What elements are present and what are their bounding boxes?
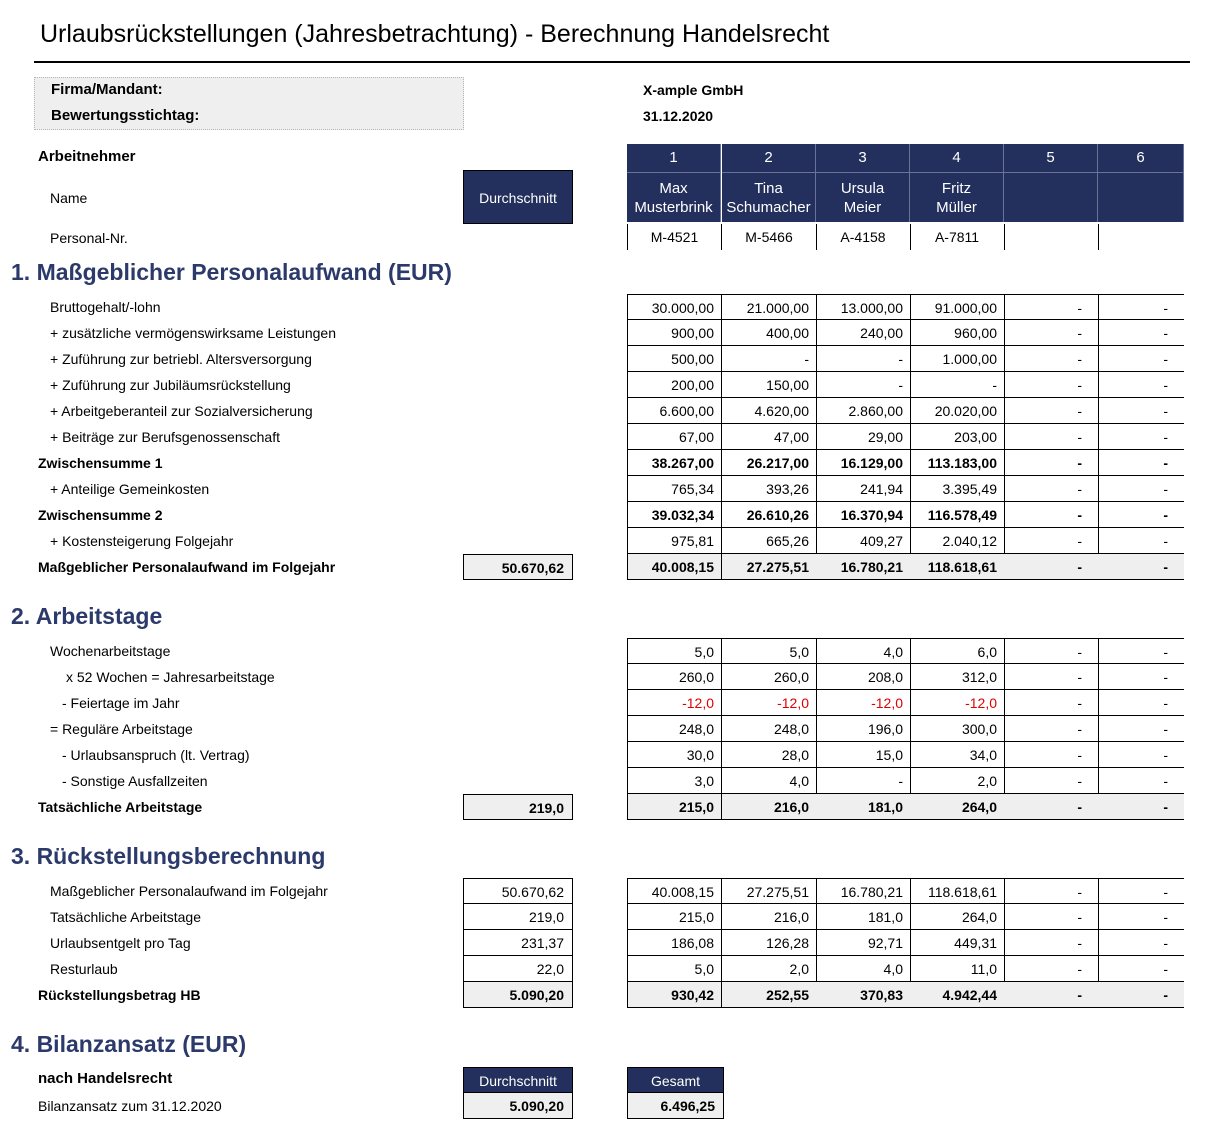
sec3-value-cell[interactable]: 216,0 bbox=[722, 904, 817, 930]
sec1-value-cell[interactable]: 1.000,00 bbox=[910, 346, 1005, 372]
firma-label: Firma/Mandant: bbox=[51, 81, 163, 98]
sec3-value-cell[interactable]: 2,0 bbox=[722, 956, 817, 982]
sec1-row-label: + Zuführung zur Jubiläumsrückstellung bbox=[50, 377, 291, 393]
sec1-value-cell[interactable]: 13.000,00 bbox=[816, 294, 911, 320]
sec1-value-cell[interactable]: - bbox=[1098, 502, 1184, 528]
sec1-value-cell[interactable]: - bbox=[1004, 346, 1099, 372]
sec1-value-cell[interactable]: - bbox=[1004, 398, 1099, 424]
sec1-value-cell[interactable]: 29,00 bbox=[816, 424, 911, 450]
sec1-row-label: + Kostensteigerung Folgejahr bbox=[50, 533, 234, 549]
sec1-value-cell[interactable]: 960,00 bbox=[910, 320, 1005, 346]
sec1-value-cell[interactable]: 30.000,00 bbox=[627, 294, 722, 320]
sec1-average-cell[interactable]: 50.670,62 bbox=[463, 554, 573, 580]
sec3-average-cell[interactable]: 50.670,62 bbox=[463, 878, 573, 904]
sec3-value-cell[interactable]: 449,31 bbox=[910, 930, 1005, 956]
sec3-row-label: Resturlaub bbox=[50, 961, 118, 977]
sec2-row-label: Tatsächliche Arbeitstage bbox=[38, 799, 203, 815]
sec3-value-cell[interactable]: 11,0 bbox=[910, 956, 1005, 982]
personal-nr-6[interactable] bbox=[1098, 224, 1184, 250]
sec2-row-label: - Sonstige Ausfallzeiten bbox=[62, 773, 208, 789]
sec1-value-cell[interactable]: 203,00 bbox=[910, 424, 1005, 450]
sec2-value-cell[interactable]: - bbox=[1004, 716, 1099, 742]
sec1-value-cell[interactable]: 67,00 bbox=[627, 424, 722, 450]
sec2-value-cell[interactable]: 5,0 bbox=[722, 638, 817, 664]
employee-number-4: 4 bbox=[910, 144, 1004, 172]
employee-first-name: Tina bbox=[754, 180, 783, 197]
sec3-value-cell[interactable]: 370,83 bbox=[816, 982, 911, 1008]
sec4-row-label: Bilanzansatz zum 31.12.2020 bbox=[38, 1098, 222, 1114]
personal-nr-2[interactable]: M-5466 bbox=[722, 224, 817, 250]
employee-last-name: Schumacher bbox=[726, 199, 811, 216]
sec1-value-cell[interactable]: 393,26 bbox=[722, 476, 817, 502]
sec1-value-cell[interactable]: 975,81 bbox=[627, 528, 722, 554]
sec1-value-cell[interactable]: - bbox=[1004, 424, 1099, 450]
sec2-average-cell[interactable]: 219,0 bbox=[463, 794, 573, 820]
sec1-value-cell[interactable]: 500,00 bbox=[627, 346, 722, 372]
sec2-value-cell[interactable]: - bbox=[1004, 768, 1099, 794]
page-title: Urlaubsrückstellungen (Jahresbetrachtung) - Berechnung Handelsrecht bbox=[40, 20, 830, 48]
sec1-value-cell[interactable]: 118.618,61 bbox=[910, 554, 1005, 580]
sec1-value-cell[interactable]: - bbox=[1098, 554, 1184, 580]
sec3-value-cell[interactable]: 5,0 bbox=[627, 956, 722, 982]
sec2-value-cell[interactable]: 181,0 bbox=[816, 794, 911, 820]
sec1-value-cell[interactable]: 4.620,00 bbox=[722, 398, 817, 424]
sec3-value-cell[interactable]: - bbox=[1098, 982, 1184, 1008]
sec2-value-cell[interactable]: 260,0 bbox=[722, 664, 817, 690]
sec2-value-cell[interactable]: - bbox=[1004, 638, 1099, 664]
sec2-value-cell[interactable]: - bbox=[1004, 664, 1099, 690]
sec3-value-cell[interactable]: - bbox=[1098, 904, 1184, 930]
personal-nr-4[interactable]: A-7811 bbox=[910, 224, 1005, 250]
durchschnitt-header: Durchschnitt bbox=[463, 170, 573, 224]
sec2-value-cell[interactable]: 2,0 bbox=[910, 768, 1005, 794]
sec1-value-cell[interactable]: 6.600,00 bbox=[627, 398, 722, 424]
employee-name-5[interactable] bbox=[1004, 172, 1098, 222]
sec2-value-cell[interactable]: -12,0 bbox=[816, 690, 911, 716]
sec4-gesamt-header: Gesamt bbox=[627, 1067, 724, 1093]
sec3-value-cell[interactable]: 930,42 bbox=[627, 982, 722, 1008]
sec3-value-cell[interactable]: 126,28 bbox=[722, 930, 817, 956]
sec2-value-cell[interactable]: -12,0 bbox=[722, 690, 817, 716]
firma-value[interactable]: X-ample GmbH bbox=[643, 82, 744, 98]
sec1-row-label: + Anteilige Gemeinkosten bbox=[50, 481, 210, 497]
sec2-value-cell[interactable]: 28,0 bbox=[722, 742, 817, 768]
sec3-row-label: Rückstellungsbetrag HB bbox=[38, 987, 201, 1003]
employee-number-6: 6 bbox=[1098, 144, 1184, 172]
employee-name-3[interactable] bbox=[816, 172, 910, 222]
sec2-value-cell[interactable]: - bbox=[1098, 638, 1184, 664]
sec1-row-label: Zwischensumme 2 bbox=[38, 507, 163, 523]
employee-first-name: Fritz bbox=[941, 180, 972, 197]
sec2-value-cell[interactable]: 3,0 bbox=[627, 768, 722, 794]
sec1-value-cell[interactable]: 900,00 bbox=[627, 320, 722, 346]
sec3-average-cell[interactable]: 5.090,20 bbox=[463, 982, 573, 1008]
sec1-value-cell[interactable]: - bbox=[1004, 502, 1099, 528]
employee-name-6[interactable] bbox=[1098, 172, 1184, 222]
employee-name-4[interactable] bbox=[910, 172, 1004, 222]
sec4-title: 4. Bilanzansatz (EUR) bbox=[11, 1031, 247, 1057]
sec2-value-cell[interactable]: - bbox=[1004, 794, 1099, 820]
sec1-value-cell[interactable]: - bbox=[1004, 294, 1099, 320]
sec2-row-label: - Feiertage im Jahr bbox=[62, 695, 180, 711]
sec1-value-cell[interactable]: 26.217,00 bbox=[722, 450, 817, 476]
employee-last-name: Meier bbox=[843, 199, 882, 216]
sec2-value-cell[interactable]: -12,0 bbox=[910, 690, 1005, 716]
sec1-value-cell[interactable]: 241,94 bbox=[816, 476, 911, 502]
sec2-value-cell[interactable]: 196,0 bbox=[816, 716, 911, 742]
sec1-value-cell[interactable]: - bbox=[816, 346, 911, 372]
sec1-value-cell[interactable]: - bbox=[1098, 294, 1184, 320]
sec2-value-cell[interactable]: 215,0 bbox=[627, 794, 722, 820]
sec1-value-cell[interactable]: - bbox=[1098, 346, 1184, 372]
sec2-value-cell[interactable]: 5,0 bbox=[627, 638, 722, 664]
sec3-value-cell[interactable]: 252,55 bbox=[722, 982, 817, 1008]
sec2-value-cell[interactable]: - bbox=[1098, 768, 1184, 794]
employee-number-2: 2 bbox=[722, 144, 816, 172]
sec1-row-label: + Arbeitgeberanteil zur Sozialversicherung bbox=[50, 403, 313, 419]
sec1-value-cell[interactable]: 16.370,94 bbox=[816, 502, 911, 528]
sec3-value-cell[interactable]: - bbox=[1004, 982, 1099, 1008]
sec1-value-cell[interactable]: 113.183,00 bbox=[910, 450, 1005, 476]
employee-name-1[interactable] bbox=[627, 172, 721, 222]
sec1-value-cell[interactable]: - bbox=[816, 372, 911, 398]
sec1-value-cell[interactable]: - bbox=[910, 372, 1005, 398]
sec3-value-cell[interactable]: - bbox=[1004, 956, 1099, 982]
sec2-value-cell[interactable]: 248,0 bbox=[722, 716, 817, 742]
sec1-row-label: Zwischensumme 1 bbox=[38, 455, 163, 471]
sec2-value-cell[interactable]: 208,0 bbox=[816, 664, 911, 690]
sec1-title: 1. Maßgeblicher Personalaufwand (EUR) bbox=[11, 259, 452, 285]
sec1-value-cell[interactable]: 200,00 bbox=[627, 372, 722, 398]
sec3-value-cell[interactable]: - bbox=[1004, 878, 1099, 904]
sec2-value-cell[interactable]: - bbox=[1004, 690, 1099, 716]
sec1-row-label: + Beiträge zur Berufsgenossenschaft bbox=[50, 429, 280, 445]
sec2-value-cell[interactable]: 4,0 bbox=[722, 768, 817, 794]
sec1-value-cell[interactable]: - bbox=[1098, 450, 1184, 476]
sec4-total-value[interactable]: 6.496,25 bbox=[627, 1093, 724, 1119]
employee-name-2[interactable] bbox=[722, 172, 816, 222]
employee-last-name: Müller bbox=[936, 199, 977, 216]
employee-number-5: 5 bbox=[1004, 144, 1098, 172]
personal-nr-label: Personal-Nr. bbox=[50, 230, 128, 246]
sec2-value-cell[interactable]: 34,0 bbox=[910, 742, 1005, 768]
sec3-value-cell[interactable]: 181,0 bbox=[816, 904, 911, 930]
sec3-value-cell[interactable]: 27.275,51 bbox=[722, 878, 817, 904]
sec2-value-cell[interactable]: 248,0 bbox=[627, 716, 722, 742]
sec3-average-cell[interactable]: 219,0 bbox=[463, 904, 573, 930]
sec2-value-cell[interactable]: 216,0 bbox=[722, 794, 817, 820]
sec3-value-cell[interactable]: - bbox=[1098, 930, 1184, 956]
stichtag-label: Bewertungsstichtag: bbox=[51, 107, 200, 124]
sec1-value-cell[interactable]: 665,26 bbox=[722, 528, 817, 554]
employee-last-name: Musterbrink bbox=[634, 199, 713, 216]
sec1-value-cell[interactable]: - bbox=[1098, 398, 1184, 424]
sec3-value-cell[interactable]: 4.942,44 bbox=[910, 982, 1005, 1008]
sec1-value-cell[interactable]: 40.008,15 bbox=[627, 554, 722, 580]
sec3-value-cell[interactable]: - bbox=[1098, 956, 1184, 982]
sec1-value-cell[interactable]: 116.578,49 bbox=[910, 502, 1005, 528]
sec2-value-cell[interactable]: - bbox=[1098, 794, 1184, 820]
sec2-value-cell[interactable]: - bbox=[1098, 690, 1184, 716]
sec2-value-cell[interactable]: - bbox=[1098, 664, 1184, 690]
sec3-average-cell[interactable]: 22,0 bbox=[463, 956, 573, 982]
sec4-durchschnitt-header: Durchschnitt bbox=[463, 1067, 573, 1093]
sec1-value-cell[interactable]: - bbox=[1004, 554, 1099, 580]
personal-nr-3[interactable]: A-4158 bbox=[816, 224, 911, 250]
sec1-row-label: + zusätzliche vermögenswirksame Leistungen bbox=[50, 325, 336, 341]
sec2-value-cell[interactable]: 260,0 bbox=[627, 664, 722, 690]
sec1-value-cell[interactable]: 2.040,12 bbox=[910, 528, 1005, 554]
sec1-value-cell[interactable]: - bbox=[1098, 372, 1184, 398]
sec3-value-cell[interactable]: - bbox=[1004, 904, 1099, 930]
sec2-value-cell[interactable]: 15,0 bbox=[816, 742, 911, 768]
sec2-value-cell[interactable]: 30,0 bbox=[627, 742, 722, 768]
sec1-value-cell[interactable]: - bbox=[1098, 476, 1184, 502]
sec1-value-cell[interactable]: 47,00 bbox=[722, 424, 817, 450]
sec1-value-cell[interactable]: 38.267,00 bbox=[627, 450, 722, 476]
sec1-value-cell[interactable]: 16.780,21 bbox=[816, 554, 911, 580]
sec3-row-label: Tatsächliche Arbeitstage bbox=[50, 909, 201, 925]
sec1-value-cell[interactable]: - bbox=[1098, 528, 1184, 554]
sec2-row-label: x 52 Wochen = Jahresarbeitstage bbox=[66, 669, 275, 685]
personal-nr-1[interactable]: M-4521 bbox=[627, 224, 722, 250]
sec2-value-cell[interactable]: - bbox=[1098, 742, 1184, 768]
arbeitnehmer-label: Arbeitnehmer bbox=[38, 148, 136, 165]
sec3-value-cell[interactable]: 4,0 bbox=[816, 956, 911, 982]
sec1-value-cell[interactable]: 3.395,49 bbox=[910, 476, 1005, 502]
sec1-value-cell[interactable]: 27.275,51 bbox=[722, 554, 817, 580]
sec1-value-cell[interactable]: 26.610,26 bbox=[722, 502, 817, 528]
sec1-value-cell[interactable]: 16.129,00 bbox=[816, 450, 911, 476]
employee-number-3: 3 bbox=[816, 144, 910, 172]
sec3-average-cell[interactable]: 231,37 bbox=[463, 930, 573, 956]
sec1-row-label: + Zuführung zur betriebl. Altersversorgung bbox=[50, 351, 312, 367]
sec3-value-cell[interactable]: 118.618,61 bbox=[910, 878, 1005, 904]
sec3-value-cell[interactable]: 215,0 bbox=[627, 904, 722, 930]
sec3-value-cell[interactable]: 186,08 bbox=[627, 930, 722, 956]
sec2-value-cell[interactable]: - bbox=[816, 768, 911, 794]
sec2-value-cell[interactable]: 312,0 bbox=[910, 664, 1005, 690]
sec1-value-cell[interactable]: - bbox=[1098, 320, 1184, 346]
sec2-row-label: Wochenarbeitstage bbox=[50, 643, 171, 659]
sec4-average-value[interactable]: 5.090,20 bbox=[463, 1093, 573, 1119]
sec1-value-cell[interactable]: - bbox=[1004, 320, 1099, 346]
sec2-value-cell[interactable]: 6,0 bbox=[910, 638, 1005, 664]
sec3-row-label: Maßgeblicher Personalaufwand im Folgejahr bbox=[50, 883, 328, 899]
employee-first-name: Max bbox=[659, 180, 688, 197]
sec1-value-cell[interactable]: 240,00 bbox=[816, 320, 911, 346]
sec1-value-cell[interactable]: - bbox=[1004, 528, 1099, 554]
sec1-value-cell[interactable]: 409,27 bbox=[816, 528, 911, 554]
employee-number-1: 1 bbox=[627, 144, 721, 172]
sec1-value-cell[interactable]: - bbox=[1004, 450, 1099, 476]
sec1-value-cell[interactable]: - bbox=[1098, 424, 1184, 450]
stichtag-value[interactable]: 31.12.2020 bbox=[643, 108, 714, 124]
sec2-row-label: - Urlaubsanspruch (lt. Vertrag) bbox=[62, 747, 250, 763]
sec1-value-cell[interactable]: 21.000,00 bbox=[722, 294, 817, 320]
sec3-value-cell[interactable]: 264,0 bbox=[910, 904, 1005, 930]
sec1-value-cell[interactable]: - bbox=[1004, 476, 1099, 502]
sec1-row-label: Bruttogehalt/-lohn bbox=[50, 299, 161, 315]
sec1-value-cell[interactable]: 91.000,00 bbox=[910, 294, 1005, 320]
sec2-value-cell[interactable]: 300,0 bbox=[910, 716, 1005, 742]
sec1-value-cell[interactable]: 39.032,34 bbox=[627, 502, 722, 528]
personal-nr-5[interactable] bbox=[1004, 224, 1099, 250]
sec2-row-label: = Reguläre Arbeitstage bbox=[50, 721, 193, 737]
sec2-value-cell[interactable]: -12,0 bbox=[627, 690, 722, 716]
sec2-title: 2. Arbeitstage bbox=[11, 603, 163, 629]
sec4-subtitle: nach Handelsrecht bbox=[38, 1070, 173, 1087]
sec3-value-cell[interactable]: 40.008,15 bbox=[627, 878, 722, 904]
title-divider bbox=[34, 61, 1190, 63]
sec1-value-cell[interactable]: - bbox=[1004, 372, 1099, 398]
sec1-value-cell[interactable]: 20.020,00 bbox=[910, 398, 1005, 424]
sec3-value-cell[interactable]: 16.780,21 bbox=[816, 878, 911, 904]
meta-box bbox=[34, 77, 464, 130]
sec1-value-cell[interactable]: 400,00 bbox=[722, 320, 817, 346]
sec3-value-cell[interactable]: - bbox=[1004, 930, 1099, 956]
sec3-value-cell[interactable]: - bbox=[1098, 878, 1184, 904]
sec3-value-cell[interactable]: 92,71 bbox=[816, 930, 911, 956]
employee-first-name: Ursula bbox=[840, 180, 885, 197]
sec1-value-cell[interactable]: - bbox=[722, 346, 817, 372]
sec1-value-cell[interactable]: 150,00 bbox=[722, 372, 817, 398]
sec1-value-cell[interactable]: 2.860,00 bbox=[816, 398, 911, 424]
sec2-value-cell[interactable]: 4,0 bbox=[816, 638, 911, 664]
sec2-value-cell[interactable]: - bbox=[1098, 716, 1184, 742]
sec2-value-cell[interactable]: - bbox=[1004, 742, 1099, 768]
sec1-row-label: Maßgeblicher Personalaufwand im Folgejahr bbox=[38, 559, 336, 575]
sec3-title: 3. Rückstellungsberechnung bbox=[11, 843, 326, 869]
sec2-value-cell[interactable]: 264,0 bbox=[910, 794, 1005, 820]
sec1-value-cell[interactable]: 765,34 bbox=[627, 476, 722, 502]
sec3-row-label: Urlaubsentgelt pro Tag bbox=[50, 935, 191, 951]
name-label: Name bbox=[50, 190, 88, 206]
